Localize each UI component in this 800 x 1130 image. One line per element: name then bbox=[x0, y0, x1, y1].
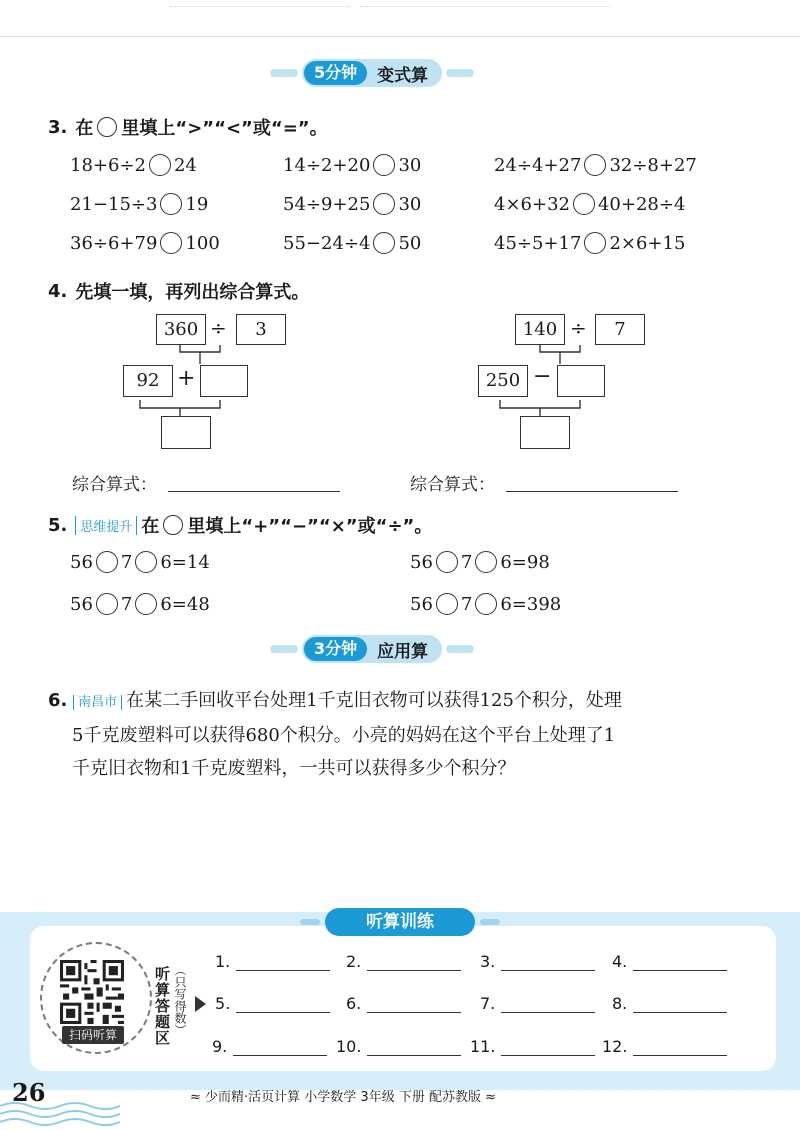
section-banner-calc bbox=[270, 59, 474, 87]
footer-text: ≈ 少而精·活页计算 小学数学 3年级 下册 配苏教版 ≈ bbox=[190, 1090, 496, 1105]
q4-left-result-box[interactable] bbox=[161, 416, 211, 449]
q3-expression: 54÷9+25 30 bbox=[283, 193, 422, 215]
operator-circle[interactable] bbox=[436, 593, 458, 615]
q4-right-op2: − bbox=[533, 364, 552, 389]
operator-circle[interactable] bbox=[475, 551, 497, 573]
q5-expression: 56 7 6=48 bbox=[70, 593, 210, 615]
answer-slot[interactable]: 1. bbox=[215, 952, 330, 971]
answer-slot[interactable]: 8. bbox=[612, 994, 727, 1013]
compare-circle[interactable] bbox=[373, 193, 395, 215]
answer-slot[interactable]: 4. bbox=[612, 952, 727, 971]
q4-formula-line-left[interactable] bbox=[168, 490, 340, 492]
q3-expression: 45÷5+17 2×6+15 bbox=[494, 232, 686, 254]
qr-code-icon[interactable] bbox=[60, 960, 124, 1024]
answer-slot[interactable]: 2. bbox=[346, 952, 461, 971]
q4-right-answer-box[interactable] bbox=[557, 365, 605, 397]
compare-circle[interactable] bbox=[149, 154, 171, 176]
q4-left-op2: + bbox=[177, 366, 196, 391]
q3-expression: 24÷4+27 32÷8+27 bbox=[494, 154, 697, 176]
q5-expression: 56 7 6=398 bbox=[410, 593, 562, 615]
operator-circle[interactable] bbox=[436, 551, 458, 573]
answer-slot[interactable]: 5. bbox=[215, 994, 330, 1013]
q6-line: 在某二手回收平台处理1千克旧衣物可以获得125个积分，处理 bbox=[126, 690, 622, 711]
q6-line: 千克旧衣物和1千克废塑料，一共可以获得多少个积分？ bbox=[72, 758, 516, 779]
operator-circle[interactable] bbox=[475, 593, 497, 615]
compare-circle[interactable] bbox=[584, 154, 606, 176]
q5-expression: 56 7 6=98 bbox=[410, 551, 550, 573]
arrow-right-icon bbox=[195, 996, 207, 1012]
q3-expression: 21−15÷3 19 bbox=[70, 193, 209, 215]
compare-circle[interactable] bbox=[373, 232, 395, 254]
answer-area-label: 听算答题区 bbox=[153, 966, 171, 1046]
header-divider bbox=[0, 36, 800, 37]
q4-right-top-a: 140 bbox=[515, 314, 565, 345]
q3-expression: 4×6+32 40+28÷4 bbox=[494, 193, 686, 215]
answer-slot[interactable]: 10. bbox=[336, 1037, 461, 1056]
q4-right-top-b: 7 bbox=[595, 314, 645, 345]
compare-circle[interactable] bbox=[584, 232, 606, 254]
q4-left-op1: ÷ bbox=[210, 316, 227, 340]
compare-circle[interactable] bbox=[373, 154, 395, 176]
header-decoration bbox=[360, 6, 610, 10]
q4-formula-label-right: 综合算式： bbox=[410, 475, 495, 495]
q4-left-mid: 92 bbox=[123, 365, 173, 397]
operator-circle[interactable] bbox=[96, 593, 118, 615]
q4-formula-label-left: 综合算式： bbox=[72, 475, 157, 495]
compare-circle[interactable] bbox=[160, 193, 182, 215]
q6-line: 5千克废塑料可以获得680个积分。小亮的妈妈在这个平台上处理了1 bbox=[72, 725, 616, 746]
banner-title: 应用算 bbox=[377, 641, 429, 662]
header-decoration bbox=[170, 6, 350, 10]
answer-slot[interactable]: 9. bbox=[212, 1037, 327, 1056]
section-banner-apply bbox=[270, 635, 474, 663]
question-6 bbox=[48, 684, 778, 785]
q4-right-op1: ÷ bbox=[570, 316, 587, 340]
question-3-title: 3. 在 里填上“>”“<”或“=”。 bbox=[48, 116, 328, 139]
q4-right-mid: 250 bbox=[478, 365, 528, 397]
q6-tag: 南昌市 bbox=[73, 695, 122, 710]
banner-wing bbox=[300, 919, 320, 925]
answer-slot[interactable]: 6. bbox=[346, 994, 461, 1013]
operator-circle[interactable] bbox=[135, 551, 157, 573]
q4-left-answer-box[interactable] bbox=[200, 365, 248, 397]
operator-circle[interactable] bbox=[96, 551, 118, 573]
q3-expression: 18+6÷2 24 bbox=[70, 154, 197, 176]
answer-slot[interactable]: 12. bbox=[602, 1037, 727, 1056]
section-banner-listen: 听算训练 bbox=[325, 908, 475, 936]
banner-title: 变式算 bbox=[377, 65, 429, 86]
q5-tag: 思维提升 bbox=[75, 516, 137, 535]
answer-area-note: （只写得数） bbox=[173, 964, 187, 1036]
compare-circle[interactable] bbox=[573, 193, 595, 215]
compare-circle[interactable] bbox=[160, 232, 182, 254]
question-4-title: 4. 先填一填，再列出综合算式。 bbox=[48, 280, 310, 303]
qr-label: 扫码听算 bbox=[62, 1026, 124, 1044]
blank-circle[interactable] bbox=[163, 515, 183, 535]
operator-circle[interactable] bbox=[135, 593, 157, 615]
q5-expression: 56 7 6=14 bbox=[70, 551, 210, 573]
banner-wing bbox=[480, 919, 500, 925]
q6-number: 6. bbox=[48, 690, 68, 711]
q3-expression: 36÷6+79 100 bbox=[70, 232, 220, 254]
q4-right-result-box[interactable] bbox=[520, 416, 570, 449]
page-number: 26 bbox=[12, 1078, 46, 1107]
q4-left-top-b: 3 bbox=[236, 314, 286, 345]
question-5-title: 5. 思维提升 在 里填上“+”“−”“×”或“÷”。 bbox=[48, 514, 433, 537]
answer-slot[interactable]: 3. bbox=[480, 952, 595, 971]
q3-expression: 14÷2+20 30 bbox=[283, 154, 422, 176]
blank-circle[interactable] bbox=[97, 117, 117, 137]
q3-expression: 55−24÷4 50 bbox=[283, 232, 422, 254]
q4-formula-line-right[interactable] bbox=[506, 490, 678, 492]
answer-slot[interactable]: 11. bbox=[470, 1037, 595, 1056]
banner-badge: 3分钟 bbox=[304, 637, 367, 661]
answer-slot[interactable]: 7. bbox=[480, 994, 595, 1013]
banner-badge: 5分钟 bbox=[304, 61, 367, 85]
q4-left-top-a: 360 bbox=[156, 314, 206, 345]
